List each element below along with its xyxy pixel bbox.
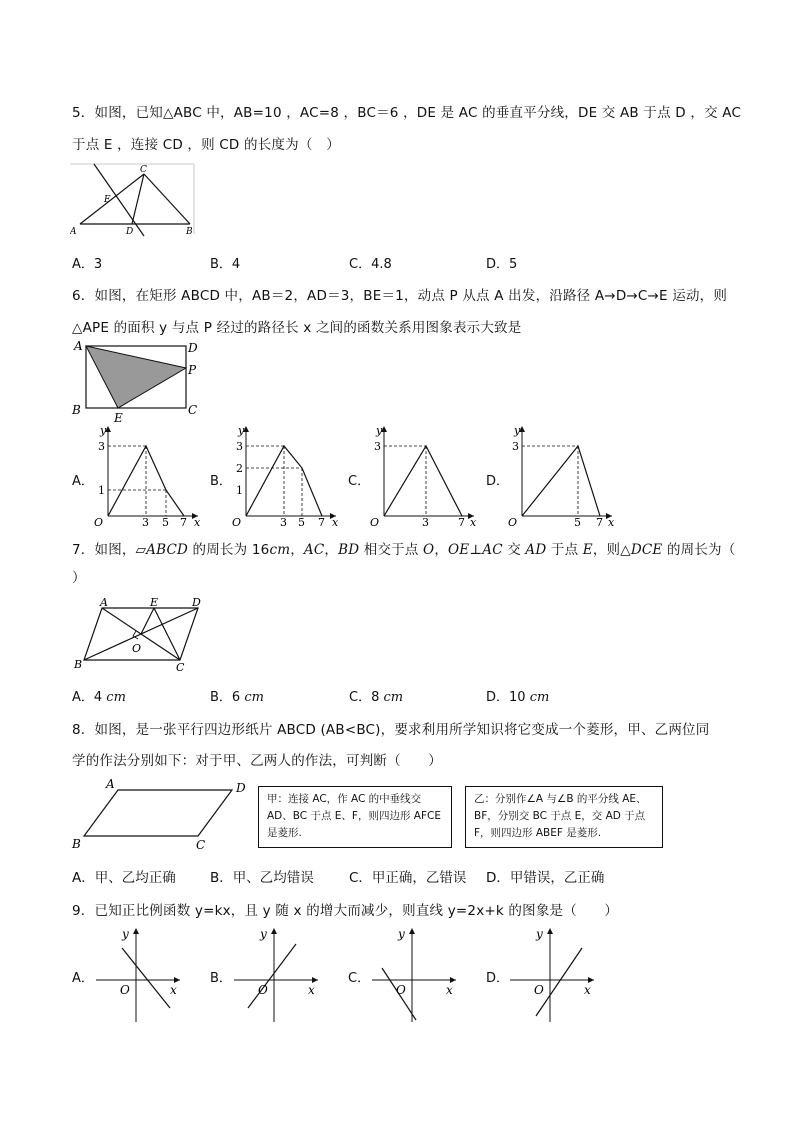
q6a-tick-x7: 7 — [180, 516, 187, 529]
q6-graph-b[interactable] — [226, 422, 344, 530]
q7-label-a: A — [100, 596, 108, 609]
q7-option-b-num: B．6 — [210, 690, 245, 705]
q7-text-line2: ） — [72, 570, 86, 586]
q6a-y-label: y — [100, 424, 107, 437]
q8-yi-line2: BF，分别交 BC 于点 E，交 AD 于点 — [474, 810, 646, 822]
q7-label-c: C — [176, 661, 185, 674]
q6-graph-d-label[interactable]: D． — [486, 474, 510, 489]
q6c-tick-x7: 7 — [458, 516, 465, 529]
q5-label-a: A — [70, 227, 77, 237]
q7-option-a-unit: cm — [106, 690, 126, 705]
q9d-origin: O — [534, 983, 544, 997]
q9-graph-d-label[interactable]: D． — [486, 971, 510, 986]
q7-option-c[interactable] — [349, 686, 403, 705]
q8-parallelogram-figure — [70, 776, 250, 852]
q6-label-e: E — [114, 411, 123, 425]
q6a-x-label: x — [194, 516, 201, 529]
q7-option-a-num: A．4 — [72, 690, 107, 705]
q8-label-a: A — [106, 777, 115, 791]
q9d-y-label: y — [536, 927, 543, 941]
q6d-tick-x5: 5 — [574, 516, 581, 529]
q8-text-line1: 8．如图，是一张平行四边形纸片 ABCD (AB<BC)，要求利用所学知识将它变成一个菱形，甲、乙两位同 — [72, 722, 710, 738]
q7-t10: 的周长为（ — [662, 542, 736, 558]
q7-t4: ， — [324, 542, 339, 558]
q9c-origin: O — [396, 983, 406, 997]
q7-text-line1 — [72, 538, 735, 558]
q7-t1: 7．如图， — [72, 542, 136, 558]
q9-graph-d[interactable] — [506, 926, 598, 1024]
q9-graph-a[interactable] — [92, 926, 184, 1024]
q6-label-p: P — [188, 363, 197, 377]
q6b-tick-3: 3 — [236, 440, 243, 453]
q7-option-c-num: C．8 — [349, 690, 384, 705]
q6b-tick-x5: 5 — [298, 516, 305, 529]
q7-unit: cm — [269, 542, 291, 558]
q6d-y-label: y — [514, 424, 521, 437]
q8-jia-line2: AD、BC 于点 E、F，则四边形 AFCE — [267, 810, 441, 822]
q9b-x-label: x — [308, 983, 315, 997]
q6-graph-b-label[interactable]: B． — [210, 474, 232, 489]
q8-yi-line1: 乙：分别作∠A 与∠B 的平分线 AE、 — [474, 793, 647, 805]
q9c-x-label: x — [446, 983, 453, 997]
q6-graph-a-label[interactable]: A． — [72, 474, 94, 489]
q9c-y-label: y — [398, 927, 405, 941]
q6c-tick-3: 3 — [374, 440, 381, 453]
q7-ac: AC — [303, 542, 325, 558]
q5-label-e: E — [104, 195, 111, 205]
q6-graph-d[interactable] — [502, 422, 620, 530]
q8-method-jia-box — [258, 786, 452, 848]
q6b-tick-2: 2 — [236, 462, 243, 475]
q5-option-d[interactable]: D．5 — [486, 257, 518, 272]
q7-option-c-unit: cm — [383, 690, 404, 705]
q6b-tick-1: 1 — [236, 484, 243, 497]
q8-jia-line1: 甲：连接 AC，作 AC 的中垂线交 — [267, 793, 422, 805]
q5-triangle-figure — [70, 160, 200, 238]
q8-option-c[interactable]: C．甲正确，乙错误 — [349, 870, 467, 886]
q6-label-d: D — [188, 341, 198, 355]
q7-option-b[interactable] — [210, 686, 264, 705]
q6b-y-label: y — [238, 424, 245, 437]
q8-option-d[interactable]: D．甲错误，乙正确 — [486, 870, 605, 886]
q7-e: E — [582, 542, 593, 558]
q6-label-b: B — [72, 403, 81, 417]
q6-rectangle-figure — [70, 338, 210, 426]
q7-parallelogram-figure — [70, 596, 220, 676]
q7-option-b-unit: cm — [244, 690, 264, 705]
q7-t9: ，则△ — [592, 542, 631, 558]
q6a-tick-1: 1 — [98, 484, 105, 497]
q7-t8: 于点 — [546, 542, 583, 558]
q7-t5: 相交于点 — [359, 542, 424, 558]
q6-text-line2: △APE 的面积 y 与点 P 经过的路径长 x 之间的函数关系用图象表示大致是 — [72, 320, 522, 336]
q5-label-d: D — [126, 227, 134, 237]
q5-option-c[interactable]: C．4.8 — [349, 257, 392, 272]
q9d-x-label: x — [584, 983, 591, 997]
q7-parallelogram: ▱ABCD — [135, 542, 189, 558]
q6-label-c: C — [188, 403, 198, 417]
q6a-origin: O — [94, 516, 104, 529]
q8-jia-line3: 是菱形. — [267, 827, 302, 839]
q8-method-yi-box — [465, 786, 663, 848]
q7-oe-ac: OE⊥AC — [448, 542, 503, 558]
q7-label-o: O — [132, 642, 142, 655]
q9a-x-label: x — [170, 983, 177, 997]
q6b-origin: O — [232, 516, 242, 529]
q6d-origin: O — [508, 516, 518, 529]
q6b-tick-x3: 3 — [280, 516, 287, 529]
q6-label-a: A — [74, 339, 83, 353]
q7-option-d[interactable] — [486, 686, 549, 705]
q7-option-d-num: D．10 — [486, 690, 530, 705]
q8-label-d: D — [236, 781, 246, 795]
q8-option-b[interactable]: B．甲、乙均错误 — [210, 870, 314, 886]
q6a-tick-x5: 5 — [162, 516, 169, 529]
q6-graph-a[interactable] — [88, 422, 206, 530]
q8-text-line2: 学的作法分别如下：对于甲、乙两人的作法，可判断（ ） — [72, 753, 442, 769]
q9a-y-label: y — [122, 927, 129, 941]
q7-bd: BD — [338, 542, 360, 558]
q7-t6: ， — [434, 542, 449, 558]
q9b-y-label: y — [260, 927, 267, 941]
q6a-tick-3: 3 — [98, 440, 105, 453]
q9-graph-b-label[interactable]: B． — [210, 971, 232, 986]
q6c-y-label: y — [376, 424, 383, 437]
q6d-x-label: x — [608, 516, 615, 529]
q9-graph-b[interactable] — [230, 926, 322, 1024]
q7-option-a[interactable] — [72, 686, 126, 705]
q5-label-c: C — [140, 165, 147, 175]
q6-graph-c-label[interactable]: C． — [348, 474, 371, 489]
q5-label-b: B — [186, 227, 193, 237]
q6c-x-label: x — [470, 516, 477, 529]
q9b-origin: O — [258, 983, 268, 997]
q6-text-line1: 6．如图，在矩形 ABCD 中，AB＝2，AD＝3，BE＝1，动点 P 从点 A 出发，沿路径 A→D→C→E 运动，则 — [72, 288, 728, 304]
q7-t2: 的周长为 16 — [188, 542, 270, 558]
q8-option-a[interactable]: A．甲、乙均正确 — [72, 870, 176, 886]
q6a-tick-x3: 3 — [142, 516, 149, 529]
q7-o: O — [423, 542, 435, 558]
q6b-tick-x7: 7 — [318, 516, 325, 529]
q7-dce: DCE — [630, 542, 663, 558]
q6d-tick-3: 3 — [512, 440, 519, 453]
q6c-origin: O — [370, 516, 380, 529]
q7-t7: 交 — [502, 542, 526, 558]
q7-ad: AD — [525, 542, 547, 558]
q7-t3: ， — [290, 542, 304, 558]
q5-text-line2: 于点 E ，连接 CD ，则 CD 的长度为（ ） — [72, 137, 340, 153]
q5-option-b[interactable]: B．4 — [210, 257, 241, 272]
q9-text-line1: 9．已知正比例函数 y=kx，且 y 随 x 的增大而减少，则直线 y=2x+k 的图象是（ ） — [72, 903, 619, 919]
q7-label-e: E — [150, 596, 159, 609]
q8-label-b: B — [72, 837, 81, 851]
q5-text-line1: 5．如图，已知△ABC 中，AB=10 ，AC=8 ，BC＝6 ，DE 是 AC 的垂直平分线，DE 交 AB 于点 D ，交 AC — [72, 105, 742, 121]
q9a-origin: O — [120, 983, 130, 997]
q7-option-d-unit: cm — [529, 690, 550, 705]
q8-label-c: C — [196, 838, 206, 852]
q6b-x-label: x — [332, 516, 339, 529]
q8-yi-line3: F，则四边形 ABEF 是菱形. — [474, 827, 602, 839]
q7-label-b: B — [74, 658, 83, 671]
q9-graph-a-label[interactable]: A． — [72, 971, 94, 986]
q6d-tick-x7: 7 — [596, 516, 603, 529]
q7-label-d: D — [192, 596, 201, 609]
q9-graph-c[interactable] — [368, 926, 460, 1024]
q6c-tick-x3: 3 — [422, 516, 429, 529]
q6-graph-c[interactable] — [364, 422, 482, 530]
q9-graph-c-label[interactable]: C． — [348, 971, 371, 986]
q5-option-a[interactable]: A．3 — [72, 257, 103, 272]
